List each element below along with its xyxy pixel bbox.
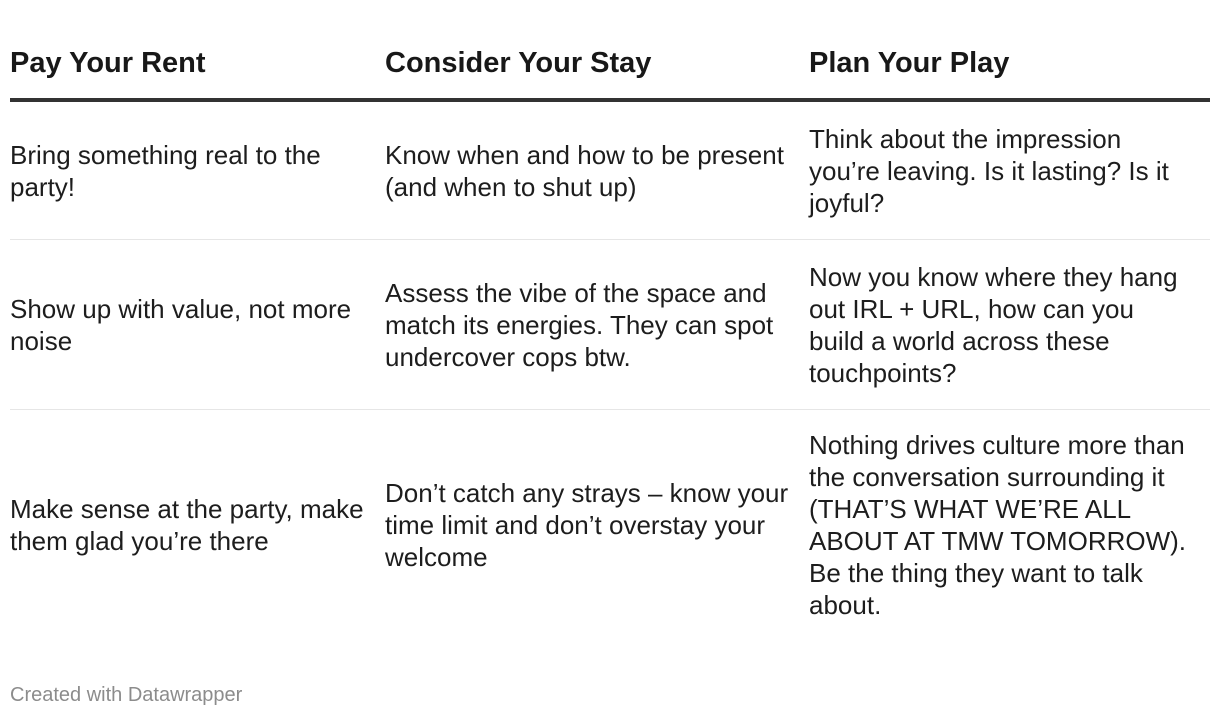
data-table	[10, 40, 1210, 639]
table-cell: Don’t catch any strays – know your time limit and don’t overstay your welcome	[385, 477, 789, 572]
table-row	[10, 100, 1210, 240]
column-header-pay-your-rent: Pay Your Rent	[10, 40, 385, 100]
table-cell: Nothing drives culture more than the conversation surrounding it (THAT’S WHAT WE’RE ALL ABOUT AT TMW TOMORROW). Be the thing they want to talk about.	[809, 429, 1187, 620]
column-header-plan-your-play: Plan Your Play	[809, 40, 1210, 100]
table-body	[10, 100, 1210, 639]
table-row	[10, 240, 1210, 410]
table-cell: Know when and how to be present (and when to shut up)	[385, 100, 809, 240]
column-header-consider-your-stay: Consider Your Stay	[385, 40, 809, 100]
table-cell: Bring something real to the party!	[10, 100, 385, 240]
data-table-container	[10, 40, 1210, 639]
table-cell: Make sense at the party, make them glad you’re there	[10, 493, 364, 556]
table-cell: Assess the vibe of the space and match its energies. They can spot undercover cops btw.	[385, 240, 809, 410]
table-cell: Think about the impression you’re leaving. Is it lasting? Is it joyful?	[809, 100, 1210, 240]
table-header	[10, 40, 1210, 100]
datawrapper-credit: Created with Datawrapper	[10, 684, 243, 706]
header-row	[10, 40, 1210, 100]
table-cell: Now you know where they hang out IRL + URL, how can you build a world across these touchpoints?	[809, 240, 1210, 410]
table-cell: Show up with value, not more noise	[10, 240, 385, 410]
table-row	[10, 410, 1210, 640]
